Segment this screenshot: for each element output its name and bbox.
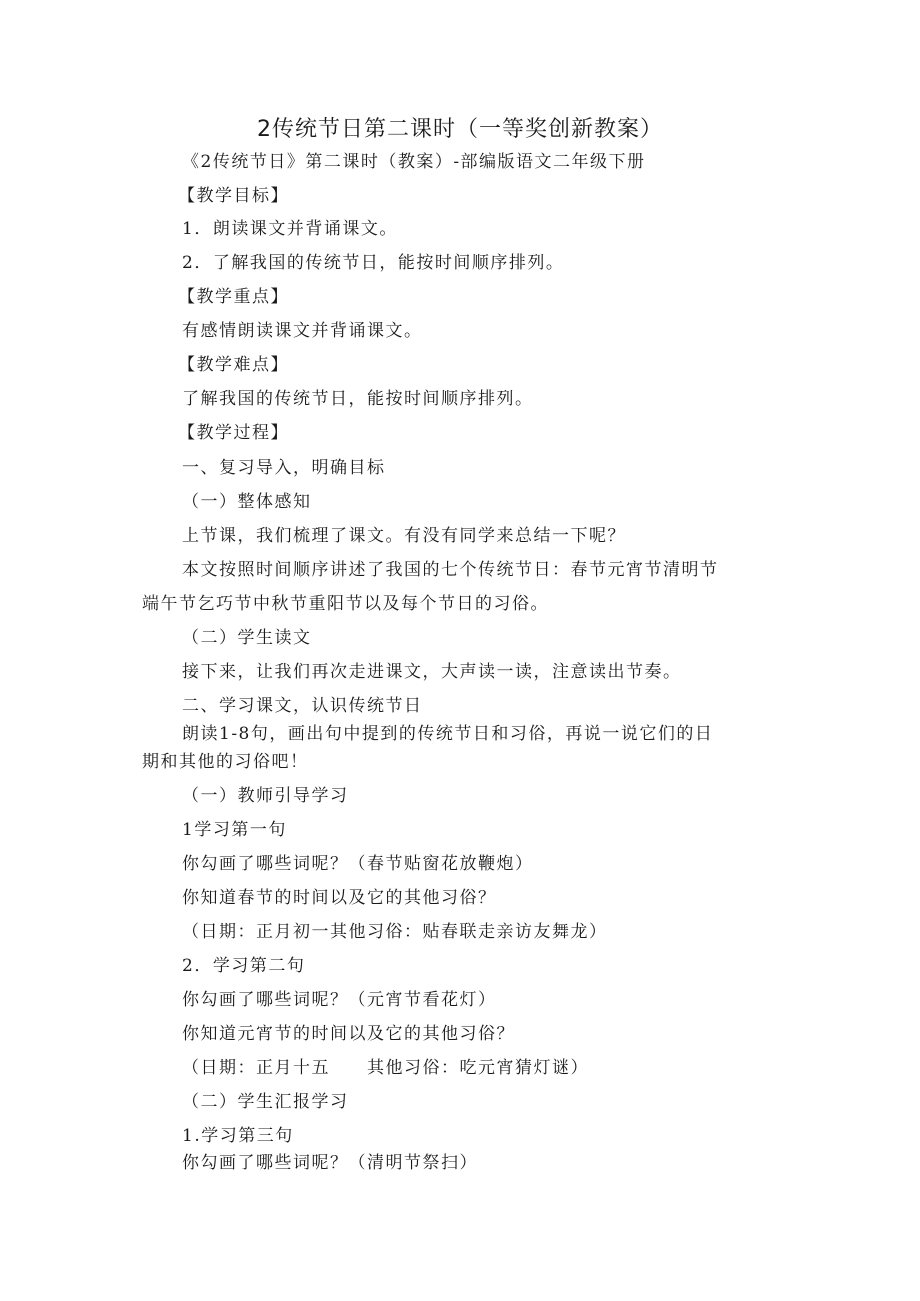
paragraph-line: 朗读1-8句，画出句中提到的传统节日和习俗，再说一说它们的日 bbox=[182, 724, 714, 744]
paragraph-line: 你勾画了哪些词呢？（春节贴窗花放鞭炮） bbox=[182, 854, 534, 874]
document-title: 2传统节日第二课时（一等奖创新教案） bbox=[257, 117, 663, 142]
paragraph-line: 本文按照时间顺序讲述了我国的七个传统节日：春节元宵节清明节 bbox=[182, 560, 719, 580]
paragraph-line: 期和其他的习俗吧！ bbox=[142, 752, 309, 772]
paragraph-line: 你知道春节的时间以及它的其他习俗？ bbox=[182, 888, 497, 908]
paragraph-line: （二）学生读文 bbox=[182, 628, 312, 648]
paragraph-line: 1.学习第三句 bbox=[182, 1126, 294, 1146]
paragraph-line: （一）教师引导学习 bbox=[182, 786, 349, 806]
paragraph-line: 1学习第一句 bbox=[182, 820, 287, 840]
section-heading: 【教学目标】 bbox=[178, 186, 289, 206]
paragraph-line: 1．朗读课文并背诵课文。 bbox=[182, 219, 398, 239]
paragraph-line: 2．学习第二句 bbox=[182, 956, 306, 976]
paragraph-line: 2．了解我国的传统节日，能按时间顺序排列。 bbox=[182, 253, 565, 273]
section-heading: 【教学难点】 bbox=[178, 355, 289, 375]
paragraph-line: 二、学习课文，认识传统节日 bbox=[182, 696, 423, 716]
paragraph-line: 端午节乞巧节中秋节重阳节以及每个节日的习俗。 bbox=[142, 594, 549, 614]
paragraph-line: 有感情朗读课文并背诵课文。 bbox=[182, 321, 423, 341]
paragraph-line: 接下来，让我们再次走进课文，大声读一读，注意读出节奏。 bbox=[182, 662, 682, 682]
paragraph-line: （二）学生汇报学习 bbox=[182, 1092, 349, 1112]
section-heading: 【教学过程】 bbox=[178, 423, 289, 443]
paragraph-line: （日期：正月初一其他习俗：贴春联走亲访友舞龙） bbox=[182, 922, 608, 942]
paragraph-line: 你勾画了哪些词呢？（元宵节看花灯） bbox=[182, 990, 497, 1010]
paragraph-line: 你知道元宵节的时间以及它的其他习俗？ bbox=[182, 1024, 515, 1044]
paragraph-line: （一）整体感知 bbox=[182, 492, 312, 512]
paragraph-line: 你勾画了哪些词呢？（清明节祭扫） bbox=[182, 1153, 478, 1173]
section-heading: 【教学重点】 bbox=[178, 287, 289, 307]
paragraph-line: 了解我国的传统节日，能按时间顺序排列。 bbox=[182, 389, 534, 409]
paragraph-line: 上节课，我们梳理了课文。有没有同学来总结一下呢？ bbox=[182, 526, 626, 546]
paragraph-line: 一、复习导入，明确目标 bbox=[182, 458, 386, 478]
document-subtitle: 《2传统节日》第二课时（教案）-部编版语文二年级下册 bbox=[182, 152, 646, 172]
paragraph-line: （日期：正月十五 其他习俗：吃元宵猜灯谜） bbox=[182, 1058, 589, 1078]
